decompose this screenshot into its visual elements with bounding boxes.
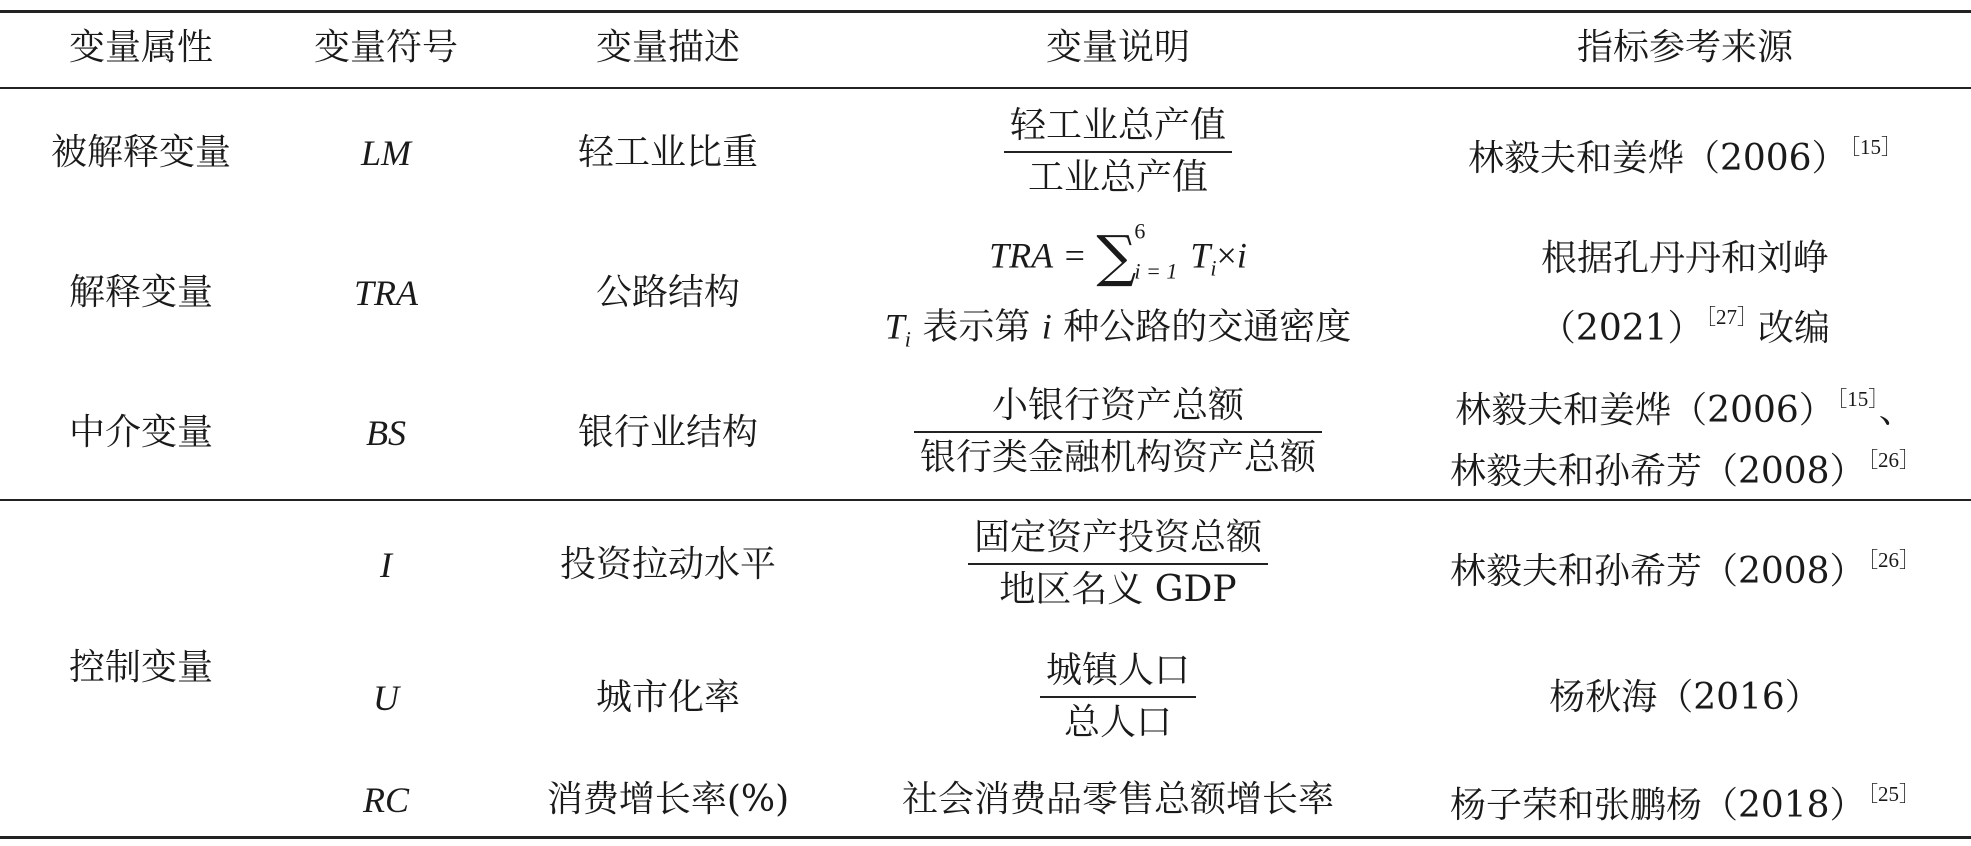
i-numerator: 固定资产投资总额 [968, 516, 1268, 565]
u-symbol: U [373, 678, 399, 718]
rc-source [1450, 772, 1920, 828]
lm-source-ref: ［15］ [1849, 135, 1903, 159]
lm-fraction [1004, 104, 1232, 200]
lm-attribute: 被解释变量 [50, 132, 232, 173]
tra-symbol: TRA [353, 273, 419, 313]
bs-description: 银行业结构 [577, 412, 759, 453]
lm-explanation [1004, 104, 1232, 200]
bs-explanation [914, 384, 1322, 480]
header-explanation: 变量说明 [1045, 27, 1191, 68]
tra-source-line1: 根据孔丹丹和刘峥 [1540, 238, 1830, 279]
bs-numerator: 小银行资产总额 [914, 384, 1322, 433]
tra-formula-term-sub: i [1210, 255, 1217, 281]
rc-explanation: 社会消费品零售总额增长率 [901, 779, 1335, 820]
lm-symbol: LM [360, 133, 412, 173]
lm-source-text: 林毅夫和姜烨（2006） [1467, 138, 1848, 179]
tra-source-line2 [1540, 295, 1830, 351]
header-rule [0, 87, 1971, 89]
header-symbol: 变量符号 [313, 27, 459, 68]
bs-source-line1 [1455, 377, 1915, 433]
rc-description: 消费增长率(%) [546, 779, 790, 820]
control-attribute: 控制变量 [68, 647, 214, 688]
tra-attribute: 解释变量 [68, 272, 214, 313]
sum-symbol: ∑ [1096, 224, 1137, 290]
lm-description: 轻工业比重 [577, 132, 759, 173]
bs-source-text2: 林毅夫和孙希芳（2008） [1449, 451, 1866, 492]
i-description: 投资拉动水平 [559, 544, 777, 585]
tra-formula-times: × [1216, 235, 1237, 276]
bs-source-sep: 、 [1878, 390, 1915, 431]
sum-lower-limit: i = 1 [1134, 258, 1178, 284]
tra-formula-eq: = [1064, 235, 1085, 276]
bs-source-line2 [1450, 438, 1920, 494]
rc-source-ref: ［25］ [1867, 782, 1921, 806]
tra-note-var: T [884, 306, 905, 347]
tra-note-text-a: 表示第 [922, 306, 1031, 348]
tra-formula-var: i [1236, 235, 1247, 276]
i-symbol: I [380, 545, 392, 585]
i-explanation [968, 516, 1268, 612]
u-numerator: 城镇人口 [1040, 649, 1196, 698]
i-source-ref: ［26］ [1867, 548, 1921, 572]
rc-source-text: 杨子荣和张鹏杨（2018） [1449, 785, 1866, 826]
tra-note-sub: i [904, 326, 911, 352]
tra-formula-lhs: TRA [989, 235, 1054, 276]
u-description: 城市化率 [595, 677, 741, 718]
bs-fraction [914, 384, 1322, 480]
section-rule [0, 499, 1971, 501]
tra-explanation-note [885, 304, 1352, 361]
tra-source-suffix: 改编 [1758, 308, 1831, 349]
bs-symbol: BS [366, 413, 406, 453]
u-denominator: 总人口 [1063, 702, 1173, 743]
header-source: 指标参考来源 [1576, 27, 1794, 68]
tra-formula-term: T [1190, 235, 1211, 276]
bs-source-ref1: ［15］ [1836, 387, 1879, 411]
bs-source-ref2: ［26］ [1867, 448, 1921, 472]
tra-note-text-b: 种公路的交通密度 [1063, 306, 1352, 348]
i-denominator: 地区名义 GDP [999, 569, 1237, 610]
u-explanation [1040, 649, 1196, 745]
sum-upper-limit: 6 [1134, 218, 1146, 244]
bs-attribute: 中介变量 [68, 412, 214, 453]
i-source [1450, 538, 1920, 594]
u-fraction [1040, 649, 1196, 745]
tra-note-i: i [1041, 306, 1052, 347]
top-rule [0, 10, 1971, 13]
tra-formula [989, 218, 1247, 290]
u-source: 杨秋海（2016） [1549, 677, 1821, 718]
sum-limits [1134, 218, 1190, 284]
i-fraction [968, 516, 1268, 612]
bs-denominator: 银行类金融机构资产总额 [919, 437, 1317, 478]
tra-description: 公路结构 [595, 272, 741, 313]
i-source-text: 林毅夫和孙希芳（2008） [1449, 551, 1866, 592]
lm-numerator: 轻工业总产值 [1004, 104, 1232, 153]
bottom-rule [0, 836, 1971, 839]
rc-symbol: RC [362, 780, 410, 820]
tra-source-year: （2021） [1539, 308, 1704, 349]
tra-source-ref: ［27］ [1705, 305, 1759, 329]
header-description: 变量描述 [595, 27, 741, 68]
lm-source [1468, 125, 1902, 181]
header-attribute: 变量属性 [68, 27, 214, 68]
bs-source-text1: 林毅夫和姜烨（2006） [1455, 390, 1835, 431]
lm-denominator: 工业总产值 [1027, 157, 1209, 198]
